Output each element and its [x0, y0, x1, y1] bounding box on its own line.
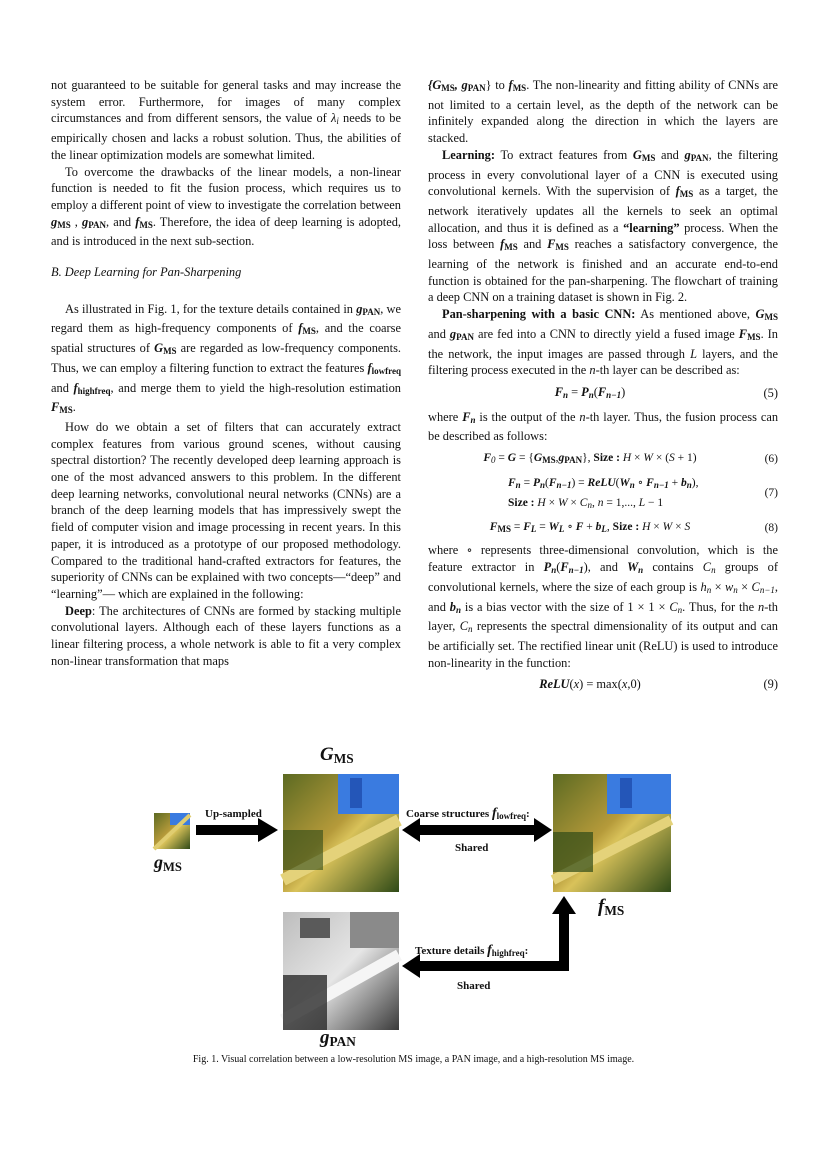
- section-heading: B. Deep Learning for Pan-Sharpening: [51, 265, 242, 280]
- equation-9: ReLU(x) = max(x,0) (9): [539, 677, 778, 692]
- arrow-label-shared-1: Shared: [455, 842, 489, 854]
- paragraph: To overcome the drawbacks of the linear models, a non-linear function is needed to fit the fusion process, which requires us to employ a different point of view to investigate the correlation between $g_{MS}$ , $g_{PAN}$, and $f_{MS}$. Therefore, the idea of deep learning is adopted, and is introduced in the next sub-section.: [51, 164, 401, 249]
- equation-6: $F0 = G = \{G_{MS},g_{PAN}\}$, Size : H × W × (S + 1) (6): [483, 452, 778, 466]
- figure-caption: Fig. 1. Visual correlation between a low-resolution MS image, a PAN image, and a high-resolution MS image.: [192, 1054, 635, 1065]
- paragraph: where Fn is the output of the n-th layer. Thus, the fusion process can be described as follows:: [428, 409, 779, 444]
- paragraph: {$G_{MS}$, $g_{PAN}$} to $f_{MS}$. The non-linearity and fitting ability of CNNs are not limited to a certain level, as the depth of the network can be infinitely expanded along the direction in which the layers are stacked.: [428, 78, 779, 146]
- paragraph: where ∘ represents three-dimensional convolution, which is the feature extractor in Pn(Fn−1), and Wn contains Cn groups of convolutional kernels, where the size of each group is hn × wn × Cn−1, and bn is a bias vector with the size of 1 × 1 × Cn. Thus, for the n-th layer, Cn represents the spectral dimensionality of its output and can be artificially set. The rectified linear unit (ReLU) is used to introduce non-linearity in the function:: [428, 543, 778, 670]
- paragraph: Learning: To extract features from $G_{MS}$ and $g_{PAN}$, the filtering process in every convolutional layer of a CNN is executed using convolutional kernels. With the supervision of $f_{MS}$ as a target, the network iteratively updates all the kernels to seek an optimal allocation, and thus it is defined as a “learning” process. When the loss between $f_{MS}$ and $F_{MS}$ reaches a satisfactory convergence, the learning of the network is finished and an accurate end-to-end function is obtained for the pan-sharpening. The flowchart of training a deep CNN on a training dataset is shown in Fig. 2.: [428, 147, 778, 305]
- equation-7: Fn = Pn(Fn−1) = ReLU(Wn ∘ Fn−1 + bn), Size : H × W × Cn, n = 1,..., L − 1 (7): [508, 476, 778, 510]
- arrow-texture-details: [402, 896, 576, 978]
- arrow-label-texture: Texture details fhighfreq:: [415, 943, 529, 958]
- paragraph: Deep: The architectures of CNNs are formed by stacking multiple convolutional layers. Although each of these layers functions as a linear filtering process, a whole network is able to fit a very complex non-linear transformation that maps: [51, 603, 401, 668]
- label-gms-top: GMS: [320, 744, 354, 766]
- paragraph: Pan-sharpening with a basic CNN: As mentioned above, $G_{MS}$ and $g_{PAN}$ are fed into a CNN to directly yield a fused image $F_{MS}$. In the network, the input images are passed through L layers, and the filtering process executed in the n-th layer can be described as:: [428, 307, 778, 378]
- arrow-label-upsampled: Up-sampled: [205, 808, 262, 820]
- equation-8: $F_{MS}$ = FL = WL ∘ F + bL, Size : H × W × S (8): [489, 520, 778, 534]
- paragraph: How do we obtain a set of filters that can accurately extract complex features from various ground scenes, without causing spectral distortion? The recently developed deep learning approach is one of the most advanced answers to this problem. In the different deep learning networks, convolutional neural networks (CNNs) are a branch of the deep learning models that has impressively swept the field of computer vision and image processing in recent years. In this paper, it is introduced as a prototype of our proposed methodology. Compared to the traditional hand-crafted extractors for features, the superiority of CNNs can be explained with two concepts—“deep” and “learning”— which are explained in the following:: [51, 419, 401, 601]
- paragraph: As illustrated in Fig. 1, for the texture details contained in $g_{PAN}$, we regard them as high-frequency components of $f_{MS}$, and the coarse spatial structures of $G_{MS}$ are regarded as low-frequency components. Thus, we can employ a filtering function to extract the features $f_{lowfreq}$ and $f_{highfreq}$, and merge them to yield the high-resolution estimation $F_{MS}$.: [51, 301, 401, 416]
- arrow-label-coarse: Coarse structures flowfreq:: [406, 806, 530, 821]
- equation-5: Fn = Pn(Fn−1) (5): [554, 384, 778, 401]
- label-gpan: gPAN: [320, 1027, 356, 1049]
- gms-upsampled-image: [283, 774, 399, 892]
- label-gms-small: gMS: [154, 852, 182, 874]
- arrow-upsampled: [196, 818, 278, 842]
- arrow-label-shared-2: Shared: [457, 980, 491, 992]
- gms-small-image: [154, 813, 190, 849]
- fms-image: [553, 774, 671, 892]
- gpan-image: [283, 912, 399, 1030]
- label-fms: fMS: [598, 896, 625, 918]
- paragraph: not guaranteed to be suitable for general tasks and may increase the system error. Furthermore, for images of many complex circumstances and from different sensors, the value of λi needs to be empirically chosen and lacks a robust solution. Thus, the abilities of the linear optimization models are somewhat limited.: [51, 78, 401, 162]
